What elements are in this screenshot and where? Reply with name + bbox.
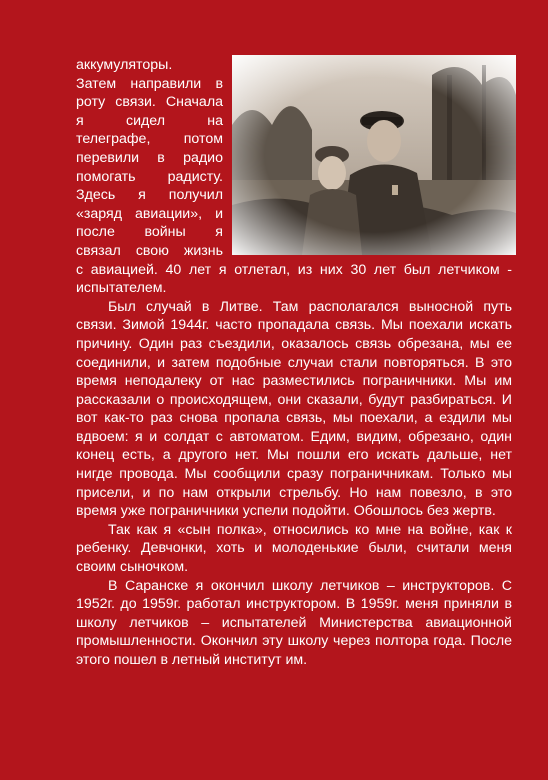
article-text [76, 56, 512, 670]
text-line: аккумуляторы. [76, 57, 173, 73]
text-line: связал свою жизнь [76, 242, 223, 259]
paragraph-4: В Саранске я окончил школу летчиков – инструкторов. С 1952г. до 1959г. работал инструктором. В 1959г. меня приняли в школу летчиков – испытателей Министерства авиационной промышленности. Окончил эту школу через полтора года. После этого пошел в летный институт им. [76, 577, 512, 668]
text-line: с авиацией. 40 лет я отлетал, из них 30 лет был летчиком - [76, 261, 512, 278]
text-line: Здесь я получил [76, 187, 223, 204]
paragraph-3: Так как я «сын полка», относились ко мне на войне, как к ребенку. Девчонки, хоть и молоденькие были, считали меня своим сыночком. [76, 521, 512, 576]
text-line: испытателем. [76, 280, 167, 297]
paragraph-1 [76, 56, 512, 298]
paragraph-2: Был случай в Литве. Там располагался выносной путь связи. Зимой 1944г. часто пропадала связь. Мы поехали искать причину. Один раз съездили, оказалось связь обрезана, мы ее соединили, и затем подобные случаи стали повторяться. В это время неподалеку от нас разместились пограничники. Мы им рассказали о происходящем, они сказали, будут разбираться. И вот как-то раз снова пропала связь, мы поехали, а ездили мы вдвоем: я и солдат с автоматом. Едим, видим, обрезано, один конец есть, а другого нет. Мы пошли его искать дальше, нет нигде провода. Мы сообщили сразу пограничникам. Только мы присели, и по нам открыли стрельбу. Но нам повезло, в это время уже пограничники успели подойти. Обошлось без жертв. [76, 298, 512, 520]
text-line: после войны я [76, 224, 223, 241]
text-line: я сидел на [76, 112, 223, 129]
text-line: Затем направили в [76, 75, 223, 92]
text-line: «заряд авиации», и [76, 205, 223, 222]
text-line: роту связи. Сначала [76, 94, 223, 111]
text-line: помогать радисту. [76, 168, 223, 185]
text-line: телеграфе, потом [76, 131, 223, 148]
text-line: перевили в радио [76, 149, 223, 166]
